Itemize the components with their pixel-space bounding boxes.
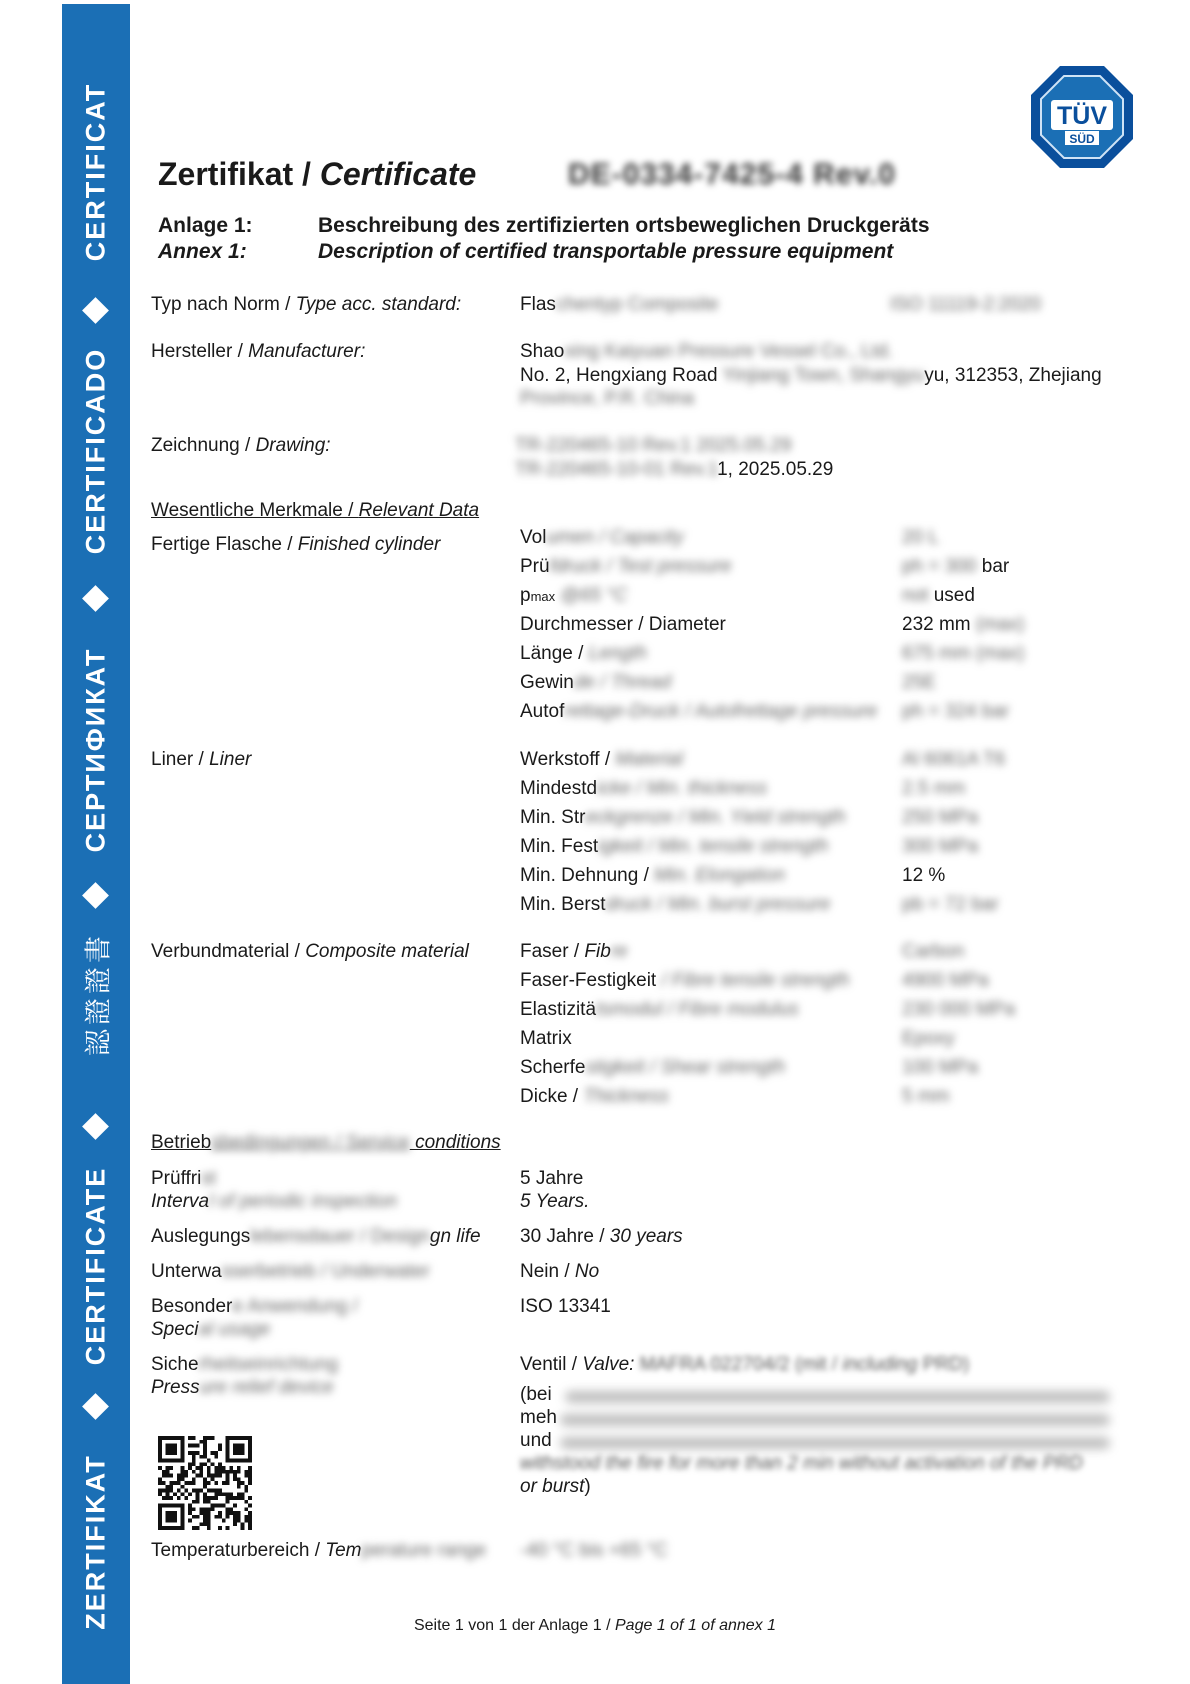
diamond-icon [82,882,109,909]
composite-label: Verbundmaterial / Composite material [151,941,469,962]
interval-value-de: 5 Jahre [520,1168,584,1189]
data-row-label: pmax @65 °C [520,585,628,606]
redacted-text [560,1414,1110,1426]
page-title: Zertifikat / Certificate [158,156,477,192]
type-value: Flaschentyp Composite [520,294,719,315]
cylinder-label: Fertige Flasche / Finished cylinder [151,534,441,555]
data-row-value: 20 L [902,527,939,548]
data-row-value: 5 mm [902,1086,950,1107]
logo-subtext: SÜD [1069,132,1095,146]
data-row-label: Scherfestigkeit / Shear strength [520,1057,786,1078]
data-row-label: Matrix [520,1028,572,1049]
diamond-icon [82,297,109,324]
diamond-icon [82,1393,109,1420]
valve-note-end: or burst) [520,1476,591,1497]
data-row-value: 250 MPa [902,807,979,828]
type-standard: ISO 11119-2:2020 [890,294,1042,315]
data-row-label: Autofrettage-Druck / Autofrettage pressure [520,701,878,722]
logo-text: TÜV [1057,102,1107,130]
annex-desc-en: Description of certified transportable pressure equipment [318,240,894,263]
data-row-value: 12 % [902,865,946,886]
data-row-label: Werkstoff / Material [520,749,683,770]
data-row-value: Al 6061A T6 [902,749,1006,770]
temperature-value: -40 °C bis +65 °C [520,1540,668,1561]
data-row-label: Länge / Length [520,643,647,664]
data-row-label: Min. Streckgrenze / Min. Yield strength [520,807,846,828]
data-row-value: 232 mm (max) [902,614,1025,635]
drawing-label: Zeichnung / Drawing: [151,435,331,456]
data-row-label: Min. Dehnung / Min. Elongation [520,865,786,886]
sidebar-word: СЕРТИФИКАТ [80,647,111,853]
manufacturer-line2: No. 2, Hengxiang Road Yinjiang Town, Shangyuyu, 312353, Zhejiang [520,365,1102,386]
data-row-value: 2.5 mm [902,778,966,799]
safety-device-label-en: Pressure relief device [151,1377,334,1398]
data-row-label: Gewinde / Thread [520,672,672,693]
data-row-label: Min. Festigkeit / Min. tensile strength [520,836,829,857]
sidebar-word: ZERTIFIKAT [80,1454,111,1630]
temperature-label: Temperaturbereich / Temperature range [151,1540,487,1561]
diamond-icon [82,1113,109,1140]
data-row-label: Mindestdicke / Min. thickness [520,778,768,799]
valve-note-line: und [520,1430,552,1451]
data-row-label: Elastizitätsmodul / Fibre modulus [520,999,799,1020]
data-row-label: Faser-Festigkeit / Fibre tensile strength [520,970,850,991]
annex-desc-de: Beschreibung des zertifizierten ortsbeweglichen Druckgeräts [318,214,930,237]
sidebar-word: CERTIFICAT [80,82,111,262]
liner-label: Liner / Liner [151,749,252,770]
special-usage-label-en: Special usage [151,1319,271,1340]
safety-device-label-de: Sicherheitseinrichtung [151,1354,338,1375]
manufacturer-label: Hersteller / Manufacturer: [151,341,366,362]
valve-line: Ventil / Valve: MAFRA 022704/2 (mit / including PRD) [520,1354,970,1375]
valve-note-line: meh [520,1407,557,1428]
data-row-value: 230 000 MPa [902,999,1016,1020]
type-label: Typ nach Norm / Type acc. standard: [151,294,462,315]
valve-note-line: (bei [520,1384,552,1405]
data-row-value: ph = 324 bar [902,701,1010,722]
drawing-line2: TR-220465-10-01 Rev.11, 2025.05.29 [515,459,834,480]
valve-note-line: withstood the fire for more than 2 min without activation of the PRD [520,1453,1083,1474]
underwater-value: Nein / No [520,1261,600,1282]
data-row-value: 4900 MPa [902,970,989,991]
data-row-value: 25E [902,672,936,693]
certificate-number: DE-0334-7425-4 Rev.0 [568,158,896,191]
redacted-text [565,1391,1110,1403]
sidebar-word: 認證證書 [83,932,114,1056]
manufacturer-line3: Province, P.R. China [520,388,694,409]
special-usage-label-de: Besondere Anwendung / [151,1296,359,1317]
data-row-value: Epoxy [902,1028,955,1049]
data-row-value: not used [902,585,975,606]
design-life-value: 30 Jahre / 30 years [520,1226,683,1247]
data-row-label: Faser / Fibre [520,941,628,962]
page-footer: Seite 1 von 1 der Anlage 1 / Page 1 of 1 of annex 1 [413,1617,777,1634]
data-row-value: pb = 72 bar [902,894,999,915]
data-row-value: 675 mm (max) [902,643,1025,664]
drawing-line1: TR-220465-10 Rev.1 2025.05.29 [515,435,792,456]
sidebar-word: CERTIFICADO [80,347,111,555]
tuv-logo [1029,64,1135,170]
interval-label-de: Prüffrist [151,1168,217,1189]
sidebar-word: CERTIFICATE [80,1166,111,1366]
data-row-label: Prüfdruck / Test pressure [520,556,732,577]
data-row-value: 300 MPa [902,836,979,857]
design-life-label: Auslegungslebensdauer / Designgn life [151,1226,481,1247]
annex-label-en: Annex 1: [158,240,247,263]
interval-value-en: 5 Years. [520,1191,590,1212]
data-row-label: Dicke / Thickness [520,1086,669,1107]
data-row-label: Durchmesser / Diameter [520,614,726,635]
service-heading: Betriebsbedingungen / Service conditions [151,1132,501,1153]
data-row-value: 100 MPa [902,1057,979,1078]
qr-code [158,1436,252,1530]
special-usage-value: ISO 13341 [520,1296,611,1317]
underwater-label: Unterwasserbetrieb / Underwater [151,1261,430,1282]
manufacturer-line1: Shaoxing Kaiyuan Pressure Vessel Co., Ltd. [520,341,893,362]
sidebar-band [62,4,130,1684]
redacted-text [560,1437,1110,1449]
annex-label-de: Anlage 1: [158,214,253,237]
interval-label-en: Interval of periodic inspection [151,1191,398,1212]
data-row-label: Min. Berstdruck / Min. burst pressure [520,894,831,915]
relevant-data-heading: Wesentliche Merkmale / Relevant Data [151,500,480,521]
data-row-value: Carbon [902,941,965,962]
data-row-value: ph = 300 bar [902,556,1010,577]
data-row-label: Volumen / Capacity [520,527,684,548]
diamond-icon [82,585,109,612]
